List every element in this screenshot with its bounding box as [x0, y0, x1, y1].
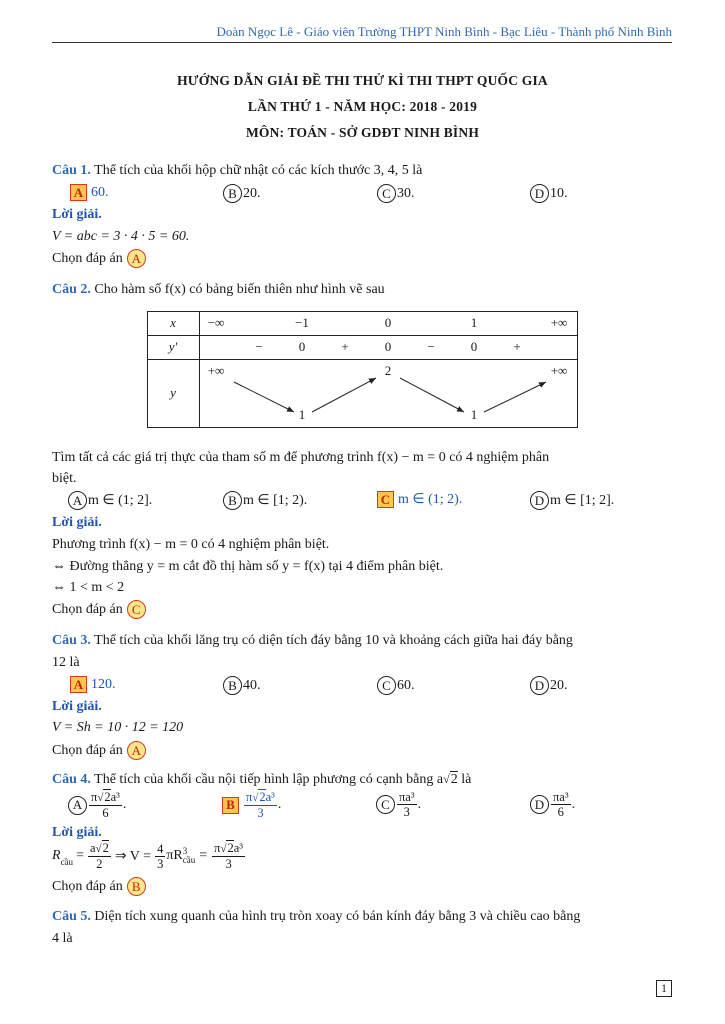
q4-d-den: 6 [557, 805, 564, 819]
page-number: 1 [656, 980, 672, 997]
vt-yprime-sign: − [255, 339, 263, 354]
q4-work-pir-sub: cầu [182, 855, 196, 865]
vt-yprime-zero: 0 [298, 339, 306, 354]
q4-answer-line [52, 877, 146, 896]
q2-option-d-letter: D [530, 491, 549, 510]
q4-option-c-fraction [397, 790, 417, 819]
q4-b-num-pi: π [246, 790, 253, 804]
q4-answer-badge: B [127, 877, 146, 896]
q4-c-den: 3 [403, 805, 410, 819]
vt-x-value: −∞ [207, 315, 225, 330]
question-4-suffix: là [457, 772, 472, 787]
q2-work-line2: ⇔ Đường thẳng y = m cắt đồ thị hàm số y = f(x) tại 4 điểm phân biệt. [52, 559, 444, 574]
vt-yprime-label: y′ [168, 339, 178, 354]
q4-work-frac3-a3: a³ [233, 841, 244, 855]
vt-x-label: x [170, 315, 176, 330]
q1-work: V = abc = 3 · 4 · 5 = 60. [52, 229, 190, 244]
q4-c-num: πa³ [399, 790, 415, 804]
q4-work: R $_{cầu}$ = $\frac{a√2}{2}$ ⇒ V = $\frac{4}{3}$ πR 3 cầu = $\frac{\text{π√2a³}}{3}$ [52, 841, 244, 871]
vt-arrow-up [484, 382, 546, 412]
doc-title-line1: HƯỚNG DẪN GIẢI ĐỀ THI THỬ KÌ THI THPT QUỐC GIA [177, 73, 548, 88]
vt-yprime-sign: + [341, 339, 349, 354]
header-rule [52, 42, 672, 43]
q1-option-a[interactable] [70, 184, 109, 201]
q3-option-a-letter: A [70, 676, 87, 693]
vt-y-label: y [170, 385, 176, 400]
q2-stem-line1: Tìm tất cả các giá trị thực của tham số m để phương trình f(x) − m = 0 có 4 nghiệm phân [52, 450, 550, 465]
q4-work-frac1-a: a [89, 841, 96, 855]
q2-answer-line [52, 600, 146, 619]
q2-work-line3: ⇔ 1 < m < 2 [52, 580, 125, 595]
q2-answer-badge: C [127, 600, 146, 619]
q3-option-b[interactable] [223, 676, 261, 695]
q2-option-b[interactable] [223, 491, 307, 510]
q3-choose-label: Chọn đáp án [52, 742, 123, 758]
question-1-label: Câu 1. [52, 163, 91, 178]
q1-option-c-letter: C [377, 184, 396, 203]
q4-option-b-fraction: $\frac{\text{π√2a³}}{3}$ [246, 790, 275, 820]
question-4-sqrt-arg: 2 [450, 772, 458, 787]
q4-work-frac2-den: 3 [157, 856, 164, 871]
vt-yprime-zero: 0 [470, 339, 478, 354]
q4-work-frac3-sqrt: 2 [227, 841, 234, 855]
vt-y-top-value: +∞ [550, 363, 568, 378]
q2-solution-label: Lời giải. [52, 515, 102, 530]
q4-work-pir-sup: 3 [182, 846, 188, 856]
q1-option-a-letter: A [70, 184, 87, 201]
variation-table [147, 311, 578, 428]
vt-x-value: +∞ [550, 315, 568, 330]
q4-work-r-sub: cầu [60, 857, 74, 867]
q4-b-num-a3: a³ [265, 790, 275, 804]
q2-option-a-text: m ∈ (1; 2]. [88, 493, 153, 508]
vt-yprime-zero: 0 [384, 339, 392, 354]
q4-work-frac2-num: 4 [157, 841, 164, 856]
q1-solution-label: Lời giải. [52, 207, 102, 222]
q4-option-b-letter: B [222, 797, 239, 814]
q3-solution-label: Lời giải. [52, 699, 102, 714]
question-3-text-line2: 12 là [52, 655, 80, 670]
q3-option-b-letter: B [223, 676, 242, 695]
question-5-text-line2: 4 là [52, 931, 73, 946]
q4-option-d-fraction [551, 790, 571, 819]
q3-work: V = Sh = 10 · 12 = 120 [52, 720, 184, 735]
vt-y-bottom-value: 1 [470, 407, 478, 422]
vt-y-top-value: +∞ [207, 363, 225, 378]
vt-yprime-sign: + [513, 339, 521, 354]
q2-option-b-text: m ∈ [1; 2). [243, 493, 308, 508]
q1-option-a-text: 60. [91, 184, 109, 200]
question-3-text: Thể tích của khối lăng trụ có diện tích đáy bằng 10 và khoảng cách giữa hai đáy bằng [94, 633, 573, 648]
question-1-text: Thể tích của khối hộp chữ nhật có các kích thước 3, 4, 5 là [94, 163, 423, 178]
question-4-text: Thể tích của khối cầu nội tiếp hình lập phương có cạnh bằng a [94, 772, 444, 787]
q3-option-a-text: 120. [91, 676, 116, 692]
q1-option-d[interactable] [530, 184, 568, 203]
q3-answer-badge: A [127, 741, 146, 760]
q3-option-c-text: 60. [397, 677, 415, 693]
q4-option-a[interactable]: A $\frac{\text{π√2a³}}{6}$ . [68, 790, 126, 820]
q1-answer-badge: A [127, 249, 146, 268]
q4-work-frac1-sqrt: 2 [102, 841, 109, 855]
q4-option-d-letter: D [530, 795, 549, 814]
q1-option-c-text: 30. [397, 185, 415, 201]
vt-x-value: 1 [470, 315, 478, 330]
question-5-text: Diện tích xung quanh của hình trụ tròn xoay có bán kính đáy bằng 3 và chiều cao bằng [94, 909, 581, 924]
q4-work-r: R [52, 848, 61, 863]
q2-option-c-letter: C [377, 491, 394, 508]
q4-a-num-pi: π [91, 790, 98, 804]
q4-choose-label: Chọn đáp án [52, 878, 123, 894]
q4-work-frac1: $\frac{a√2}{2}$ [89, 841, 109, 871]
vt-y-top-value: 2 [384, 363, 392, 378]
question-5-label: Câu 5. [52, 909, 91, 924]
question-2-text: Cho hàm số f(x) có bảng biến thiên như hình vẽ sau [94, 282, 385, 297]
q4-work-frac3: $\frac{\text{π√2a³}}{3}$ [214, 841, 244, 871]
q4-option-c-letter: C [376, 795, 395, 814]
q4-work-frac2 [155, 842, 165, 871]
q3-option-a[interactable] [70, 676, 116, 693]
q2-work-line1: Phương trình f(x) − m = 0 có 4 nghiệm phân biệt. [52, 537, 330, 552]
q4-work-pir: πR [166, 848, 183, 863]
question-4-label: Câu 4. [52, 772, 91, 787]
q4-work-frac1-den: 2 [96, 857, 103, 871]
q2-option-d-text: m ∈ [1; 2]. [550, 493, 615, 508]
q1-option-c[interactable] [377, 184, 415, 203]
q3-option-b-text: 40. [243, 677, 261, 693]
q2-option-a-letter: A [68, 491, 87, 510]
question-2 [52, 282, 385, 298]
q2-option-b-letter: B [223, 491, 242, 510]
q3-answer-line [52, 741, 146, 760]
q4-work-eq: = [199, 848, 208, 863]
vt-x-value: 0 [384, 315, 392, 330]
question-2-label: Câu 2. [52, 282, 91, 297]
q3-option-c-letter: C [377, 676, 396, 695]
question-3-label: Câu 3. [52, 633, 91, 648]
q3-option-c[interactable] [377, 676, 415, 695]
q4-a-den: 6 [102, 806, 109, 820]
question-4: Câu 4. Thể tích của khối cầu nội tiếp hình lập phương có cạnh bằng a√2 là [52, 772, 472, 787]
vt-yprime-sign: − [427, 339, 435, 354]
q1-option-b-text: 20. [243, 185, 261, 201]
header-author-line: Doàn Ngọc Lê - Giáo viên Trường THPT Ninh Bình - Bạc Liêu - Thành phố Ninh Bình [216, 24, 672, 39]
q3-option-d-text: 20. [550, 677, 568, 693]
q4-option-c[interactable]: C $\frac{\text{πa³}}{3}$ . [376, 790, 421, 819]
question-3 [52, 633, 573, 649]
q1-option-d-letter: D [530, 184, 549, 203]
q4-work-frac3-pi: π [214, 841, 221, 855]
q2-option-a[interactable] [68, 491, 152, 510]
question-5 [52, 909, 580, 925]
q4-d-num: πa³ [553, 790, 569, 804]
q4-option-a-fraction: $\frac{\text{π√2a³}}{6}$ [91, 790, 120, 820]
q4-work-implies: ⇒ V = [114, 848, 152, 864]
question-1 [52, 163, 422, 179]
q2-option-d[interactable] [530, 491, 614, 510]
q3-option-d[interactable] [530, 676, 568, 695]
q3-option-d-letter: D [530, 676, 549, 695]
q4-option-b[interactable]: B $\frac{\text{π√2a³}}{3}$ . [222, 790, 281, 820]
q4-work-frac3-den: 3 [225, 857, 232, 871]
vt-y-bottom-value: 1 [298, 407, 306, 422]
doc-title-line2: LẦN THỨ 1 - NĂM HỌC: 2018 - 2019 [247, 99, 478, 114]
q4-option-a-letter: A [68, 796, 87, 815]
q4-a-num-sqrt: 2 [104, 790, 111, 804]
q1-choose-label: Chọn đáp án [52, 250, 123, 266]
vt-arrow-down [234, 382, 294, 412]
vt-arrow-down [400, 378, 464, 412]
q4-b-den: 3 [257, 806, 264, 820]
q4-solution-label: Lời giải. [52, 825, 102, 840]
q2-choose-label: Chọn đáp án [52, 601, 123, 617]
q2-option-c-text: m ∈ (1; 2). [398, 492, 463, 507]
vt-arrow-up [312, 378, 376, 412]
q4-b-num-sqrt: 2 [259, 790, 266, 804]
doc-title-line3: MÔN: TOÁN - SỞ GDĐT NINH BÌNH [245, 125, 480, 140]
vt-x-value: −1 [295, 315, 309, 330]
q4-a-num-a3: a³ [110, 790, 120, 804]
q2-stem-line2: biệt. [52, 471, 77, 486]
vt-arrows [148, 312, 579, 429]
q2-option-c[interactable] [377, 491, 462, 508]
q4-option-d[interactable]: D $\frac{\text{πa³}}{6}$ . [530, 790, 575, 819]
q1-option-b-letter: B [223, 184, 242, 203]
q1-answer-line [52, 249, 146, 268]
q1-option-d-text: 10. [550, 185, 568, 201]
q1-option-b[interactable] [223, 184, 261, 203]
